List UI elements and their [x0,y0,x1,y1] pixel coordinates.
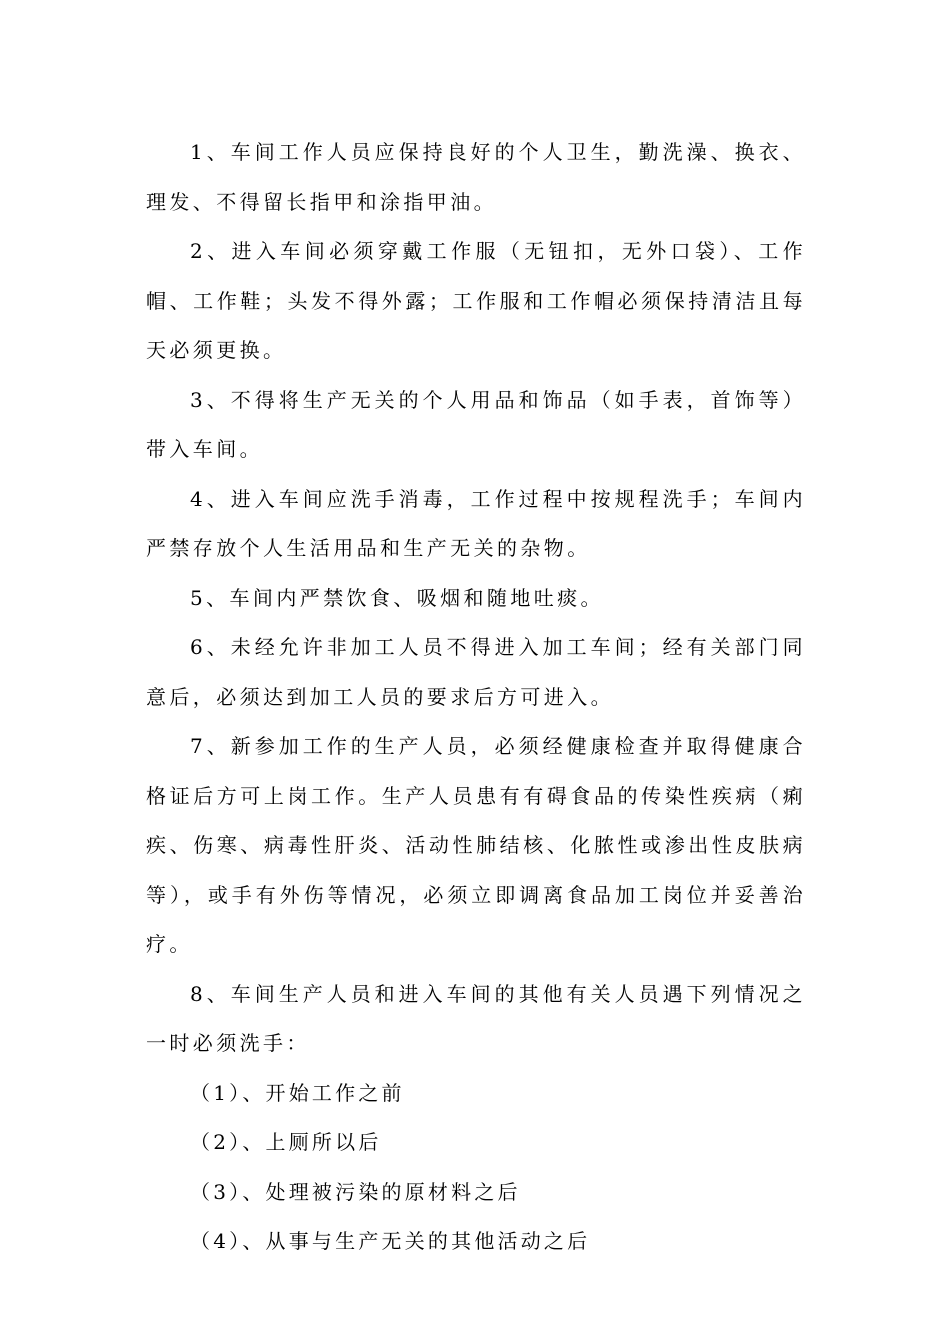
rule-3: 3、不得将生产无关的个人用品和饰品（如手表，首饰等）带入车间。 [146,387,806,461]
rule-6: 6、未经允许非加工人员不得进入加工车间；经有关部门同意后，必须达到加工人员的要求后方可进入。 [146,635,806,709]
rule-1: 1、车间工作人员应保持良好的个人卫生，勤洗澡、换衣、理发、不得留长指甲和涂指甲油。 [146,140,806,214]
rule-4: 4、进入车间应洗手消毒，工作过程中按规程洗手；车间内严禁存放个人生活用品和生产无关的杂物。 [146,486,806,560]
rule-2: 2、进入车间必须穿戴工作服（无钮扣，无外口袋）、工作帽、工作鞋；头发不得外露；工作服和工作帽必须保持清洁且每天必须更换。 [146,239,806,362]
wash-case-3: （3）、处理被污染的原材料之后 [190,1179,521,1204]
wash-case-4: （4）、从事与生产无关的其他活动之后 [190,1229,591,1253]
rule-5: 5、车间内严禁饮食、吸烟和随地吐痰。 [190,585,604,610]
rule-8: 8、车间生产人员和进入车间的其他有关人员遇下列情况之一时必须洗手： [146,981,806,1055]
wash-case-1: （1）、开始工作之前 [190,1080,405,1105]
document-body [146,128,806,1267]
rule-7: 7、新参加工作的生产人员，必须经健康检查并取得健康合格证后方可上岗工作。生产人员患有有碍食品的传染性疾病（痢疾、伤寒、病毒性肝炎、活动性肺结核、化脓性或渗出性皮肤病等），或手有外伤等情况，必须立即调离食品加工岗位并妥善治疗。 [146,734,806,956]
wash-case-2: （2）、上厕所以后 [190,1130,382,1154]
